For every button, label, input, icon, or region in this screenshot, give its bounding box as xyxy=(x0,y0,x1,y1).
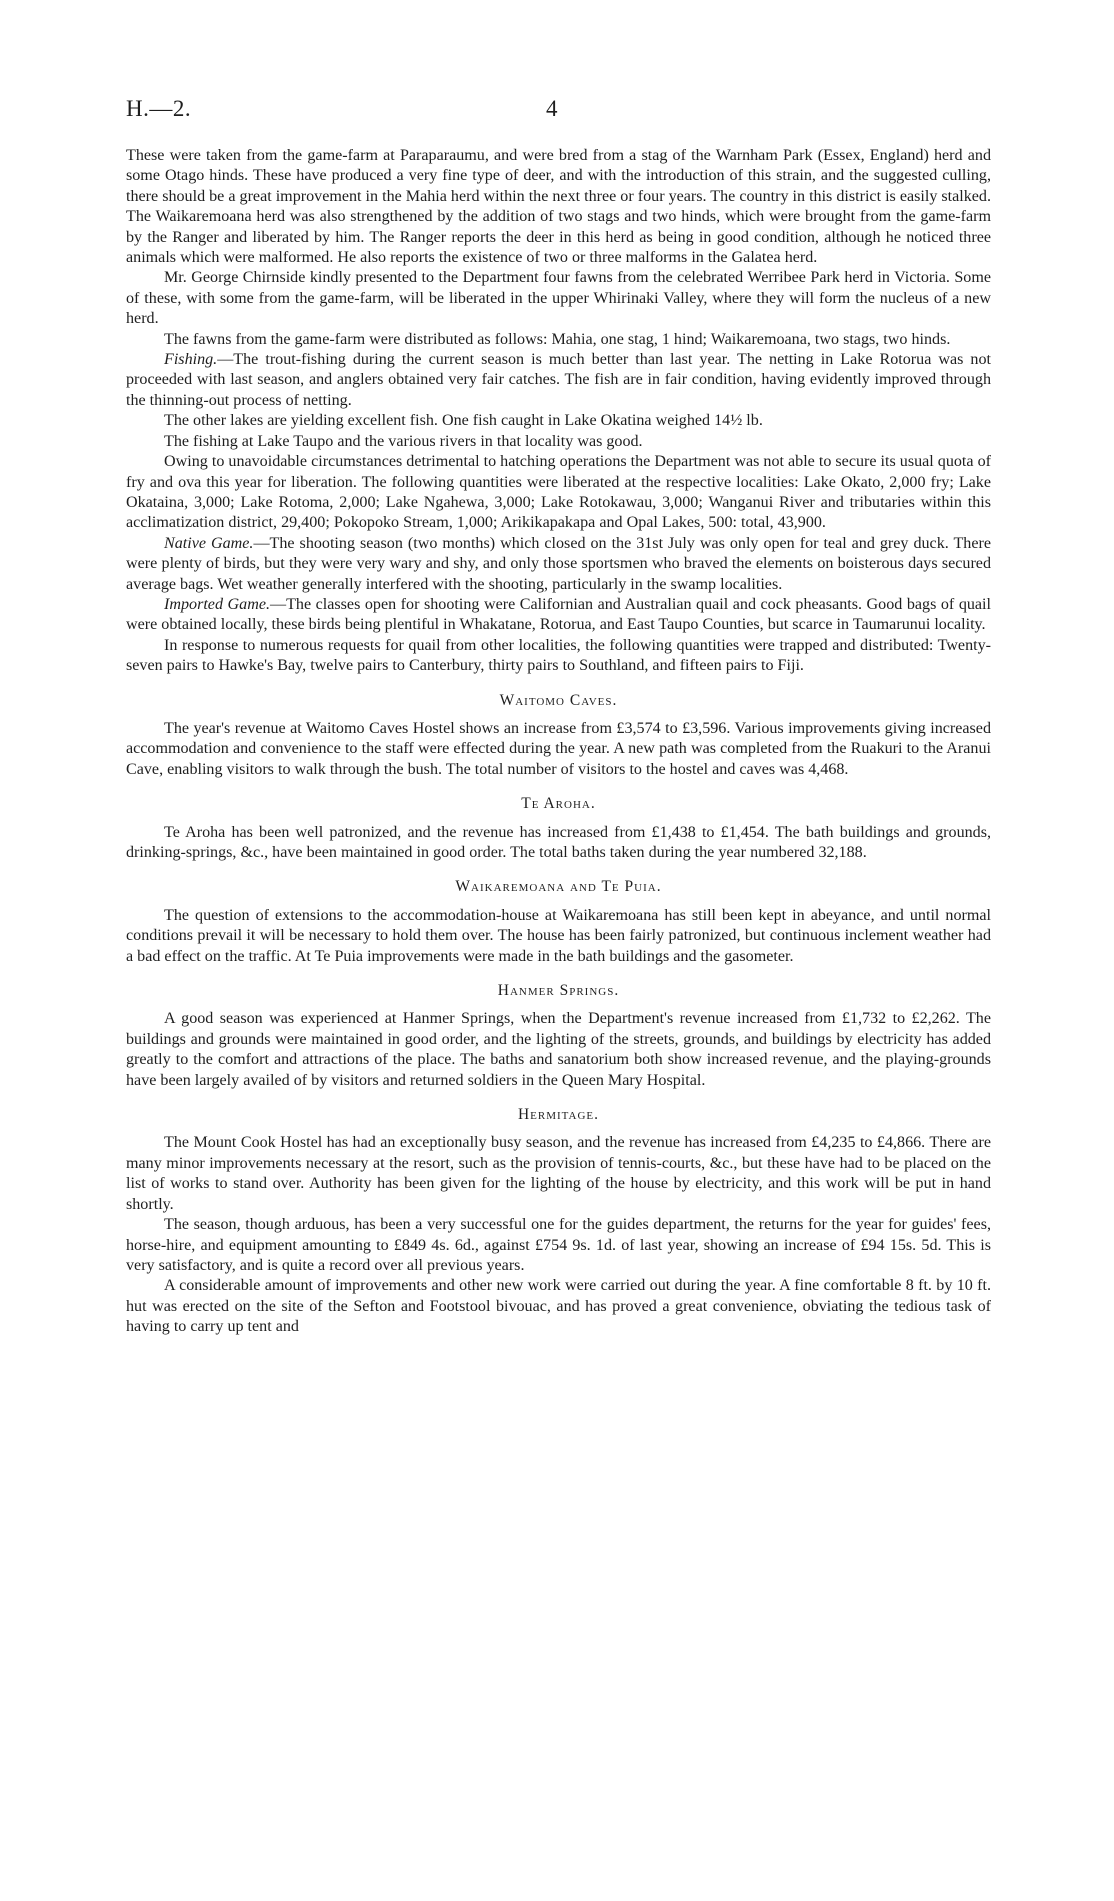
paragraph-deer-herds: These were taken from the game-farm at Paraparaumu, and were bred from a stag of the Warnham Park (Essex, England) herd and some Otago hinds. These have produced a very fine type of deer, and with the introduction of this strain, and the suggested culling, there should be a great improvement in the Mahia herd within the next three or four years. The country in this district is easily stalked. The Waikaremoana herd was also strengthened by the addition of two stags and two hinds, which were brought from the game-farm by the Ranger and liberated by him. The Ranger reports the deer in this herd as being in good condition, although he noticed three animals which were malformed. He also reports the existence of two or three malforms in the Galatea herd. xyxy=(126,147,991,267)
document-reference: H.—2. xyxy=(126,96,192,121)
paragraph-fry-liberation: Owing to unavoidable circumstances detrimental to hatching operations the Department was not able to secure its usual quota of fry and ova this year for liberation. The following quantities were liberated at the respective localities: Lake Okato, 2,000 fry; Lake Okataina, 3,000; Lake Rotoma, 2,000; Lake Ngahewa, 3,000; Lake Rotokawau, 3,000; Wanganui River and tributaries within this acclimatization district, 29,400; Pokopoko Stream, 1,000; Arikikapakapa and Opal Lakes, 500: total, 43,900. xyxy=(126,453,991,532)
paragraph-fawn-distribution: The fawns from the game-farm were distributed as follows: Mahia, one stag, 1 hind; Waikaremoana, two stags, two hinds. xyxy=(164,330,951,348)
paragraph-other-lakes: The other lakes are yielding excellent fish. One fish caught in Lake Okatina weighed 14½ lb. xyxy=(164,412,763,430)
fishing-label: Fishing. xyxy=(164,351,218,369)
paragraph-waitomo: The year's revenue at Waitomo Caves Hostel shows an increase from £3,574 to £3,596. Various improvements giving increased accommodation and convenience to the staff were effected during the year. A new path was completed from the Ruakuri to the Aranui Cave, enabling visitors to walk through the bush. The total number of visitors to the hostel and caves was 4,468. xyxy=(126,719,991,778)
native-game-text: —The shooting season (two months) which closed on the 31st July was only open for teal and grey duck. There were plenty of birds, but they were very wary and shy, and only those sportsmen who braved the elements on boisterous days secured average bags. Wet weather generally interfered with the shooting, particularly in the swamp localities. xyxy=(126,534,991,593)
paragraph-hermitage-guides: The season, though arduous, has been a very successful one for the guides department, the returns for the year for guides' fees, horse-hire, and equipment amounting to £849 4s. 6d., against £754 9s. 1d. of last year, showing an increase of £94 15s. 5d. This is very satisfactory, and is quite a record over all previous years. xyxy=(126,1216,991,1274)
paragraph-quail-distribution: In response to numerous requests for quail from other localities, the following quantities were trapped and distributed: Twenty-seven pairs to Hawke's Bay, twelve pairs to Canterbury, thirty pairs to Southland, and fifteen pairs to Fiji. xyxy=(126,636,991,675)
paragraph-chirnside-fawns: Mr. George Chirnside kindly presented to the Department four fawns from the celebrated Werribee Park herd in Victoria. Some of these, with some from the game-farm, will be liberated in the upper Whirinaki Valley, where they will form the nucleus of a new herd. xyxy=(126,269,991,328)
paragraph-te-aroha: Te Aroha has been well patronized, and the revenue has increased from £1,438 to £1,454. The bath buildings and grounds, drinking-springs, &c., have been maintained in good order. The total baths taken during the year numbered 32,188. xyxy=(126,823,991,861)
paragraph-lake-taupo: The fishing at Lake Taupo and the various rivers in that locality was good. xyxy=(164,432,643,450)
document-body xyxy=(126,146,991,1338)
native-game-label: Native Game. xyxy=(164,534,254,552)
paragraph-hermitage-revenue: The Mount Cook Hostel has had an exceptionally busy season, and the revenue has increased from £4,235 to £4,866. There are many minor improvements necessary at the resort, such as the provision of tennis-courts, &c., but these have had to be placed on the list of works to stand over. Authority has been given for the lighting of the house by electricity, and this work will be put in hand shortly. xyxy=(126,1134,991,1213)
fishing-text: —The trout-fishing during the current season is much better than last year. The netting in Lake Rotorua was not proceeded with last season, and anglers obtained very fair catches. The fish are in fair condition, having evidently improved through the thinning-out process of netting. xyxy=(126,351,991,409)
heading-te-aroha: Te Aroha. xyxy=(521,795,596,813)
page-number: 4 xyxy=(546,96,558,121)
heading-waikaremoana: Waikaremoana and Te Puia. xyxy=(455,878,662,896)
margin-mark xyxy=(1108,1012,1114,1034)
page-header xyxy=(126,96,991,130)
imported-game-label: Imported Game. xyxy=(164,595,270,613)
heading-hanmer-springs: Hanmer Springs. xyxy=(497,982,620,1000)
paragraph-native-game xyxy=(126,534,991,595)
paragraph-hermitage-improvements: A considerable amount of improvements and other new work were carried out during the year. A fine comfortable 8 ft. by 10 ft. hut was erected on the site of the Sefton and Footstool bivouac, and has proved a great convenience, obviating the tedious task of having to carry up tent and xyxy=(126,1277,991,1336)
heading-waitomo-caves: Waitomo Caves. xyxy=(499,691,618,709)
paragraph-waikaremoana: The question of extensions to the accommodation-house at Waikaremoana has still been kept in abeyance, and until normal conditions prevail it will be necessary to hold them over. The house has been fairly patronized, but continuous inclement weather had a bad effect on the traffic. At Te Puia improvements were made in the bath buildings and the gasometer. xyxy=(126,906,991,965)
heading-hermitage: Hermitage. xyxy=(517,1106,599,1124)
imported-game-text: —The classes open for shooting were Californian and Australian quail and cock pheasants. Good bags of quail were obtained locally, these birds being plentiful in Whakatane, Rotorua, and East Taupo Counties, but scarce in Taumarunui locality. xyxy=(126,595,992,634)
paragraph-hanmer: A good season was experienced at Hanmer Springs, when the Department's revenue increased from £1,732 to £2,262. The buildings and grounds were maintained in good order, and the lighting of the streets, grounds, and buildings by electricity has added greatly to the comfort and attractions of the place. The baths and sanatorium both show increased revenue, and the playing-grounds have been largely availed of by visitors and returned soldiers in the Queen Mary Hospital. xyxy=(126,1010,991,1089)
paragraph-imported-game xyxy=(126,595,991,636)
paragraph-fishing xyxy=(126,350,991,411)
